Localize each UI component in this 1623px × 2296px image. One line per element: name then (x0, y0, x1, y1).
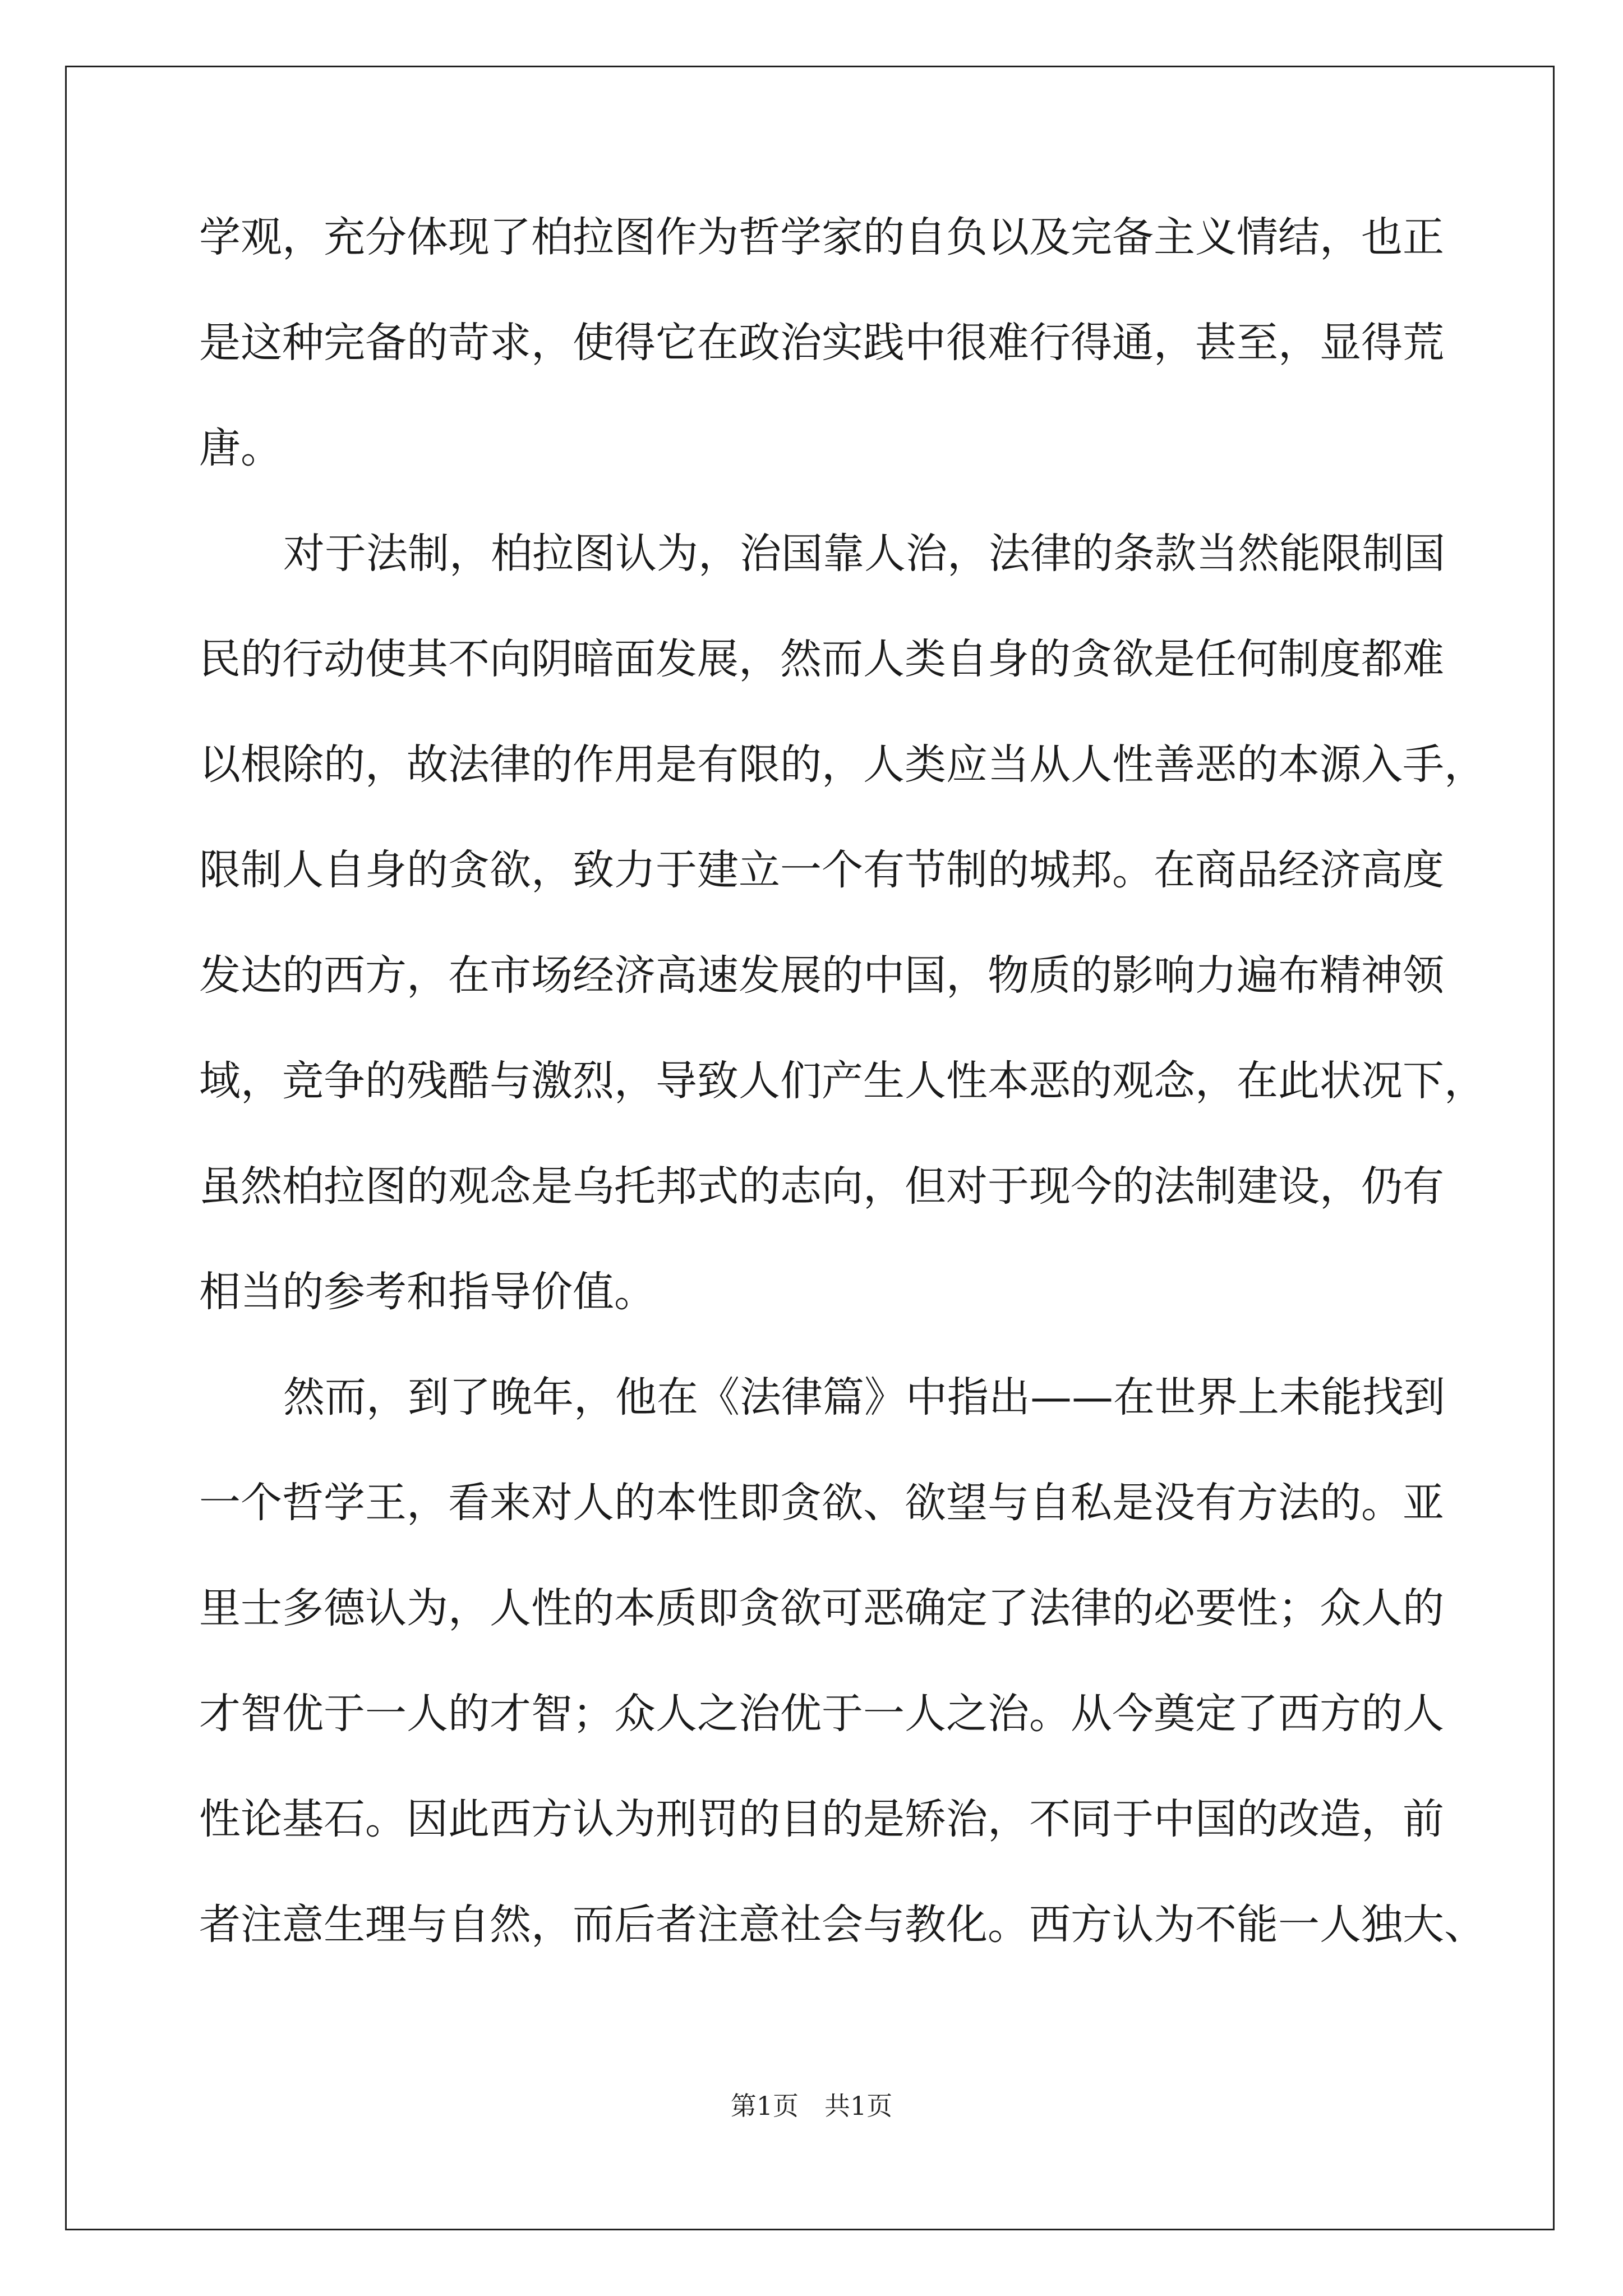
text-line: 民的行动使其不向阴暗面发展，然而人类自身的贪欲是任何制度都难 (199, 635, 1444, 683)
text-line: 唐。 (199, 424, 282, 472)
text-line: 性论基石。因此西方认为刑罚的目的是矫治，不同于中国的改造，前 (199, 1795, 1444, 1843)
document-body (199, 212, 1486, 2005)
text-line: 对于法制，柏拉图认为，治国靠人治，法律的条款当然能限制国 (283, 530, 1445, 578)
page-footer: 第1页 共1页 (730, 2091, 893, 2121)
text-line: 虽然柏拉图的观念是乌托邦式的志向，但对于现今的法制建设，仍有 (199, 1162, 1444, 1211)
text-line: 才智优于一人的才智；众人之治优于一人之治。从今奠定了西方的人 (199, 1690, 1444, 1738)
text-line: 是这种完备的苛求，使得它在政治实践中很难行得通，甚至，显得荒 (199, 319, 1444, 367)
text-line: 然而，到了晚年，他在《法律篇》中指出——在世界上未能找到 (283, 1373, 1445, 1421)
text-line: 者注意生理与自然，而后者注意社会与教化。西方认为不能一人独大、 (199, 1901, 1486, 1949)
text-line: 限制人自身的贪欲，致力于建立一个有节制的城邦。在商品经济高度 (199, 846, 1444, 894)
text-line: 相当的参考和指导价值。 (199, 1268, 656, 1316)
text-line: 域，竞争的残酷与激烈，导致人们产生人性本恶的观念，在此状况下， (199, 1057, 1486, 1105)
text-line: 以根除的，故法律的作用是有限的，人类应当从人性善恶的本源入手， (199, 740, 1486, 789)
text-line: 一个哲学王，看来对人的本性即贪欲、欲望与自私是没有方法的。亚 (199, 1479, 1444, 1527)
text-line: 发达的西方，在市场经济高速发展的中国，物质的影响力遍布精神领 (199, 951, 1444, 1000)
text-line: 学观，充分体现了柏拉图作为哲学家的自负以及完备主义情结，也正 (199, 213, 1444, 261)
text-line: 里士多德认为，人性的本质即贪欲可恶确定了法律的必要性；众人的 (199, 1584, 1444, 1632)
